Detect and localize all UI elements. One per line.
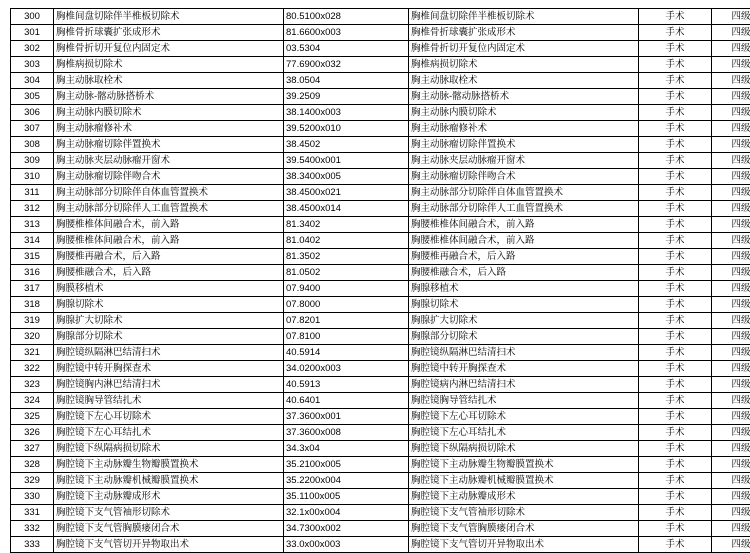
surgery-name: 胸腰椎融合术，后入路 [54,265,284,281]
table-row [11,233,750,249]
surgery-category: 手术 [639,489,712,505]
surgery-code: 40.6401 [284,393,409,409]
table-body [11,9,750,553]
surgery-name-alt: 胸椎骨折切开复位内固定术 [409,41,639,57]
surgery-name: 胸腔镜下支气管胸膜瘘闭合术 [54,521,284,537]
surgery-name-alt: 胸腔镜下支气管袖形切除术 [409,505,639,521]
table-row [11,153,750,169]
table-row [11,25,750,41]
surgery-category: 手术 [639,441,712,457]
surgery-level: 四级 [712,409,750,425]
surgery-name-alt: 胸腺扩大切除术 [409,313,639,329]
surgery-level: 四级 [712,281,750,297]
surgery-level: 四级 [712,313,750,329]
surgery-name: 胸主动脉瘤切除伴置换术 [54,137,284,153]
surgery-level: 四级 [712,121,750,137]
surgery-code: 35.1100x005 [284,489,409,505]
surgery-name: 胸腺扩大切除术 [54,313,284,329]
surgery-name: 胸腔镜胸内淋巴结清扫术 [54,377,284,393]
row-index: 314 [11,233,54,249]
table-row [11,121,750,137]
surgery-name: 胸腰椎椎体间融合术，前入路 [54,233,284,249]
table-row [11,441,750,457]
surgery-category: 手术 [639,393,712,409]
surgery-category: 手术 [639,121,712,137]
surgery-category: 手术 [639,169,712,185]
surgery-category: 手术 [639,425,712,441]
surgery-level: 四级 [712,73,750,89]
surgery-code: 39.5200x010 [284,121,409,137]
surgery-level: 四级 [712,105,750,121]
surgery-level: 四级 [712,473,750,489]
surgery-name: 胸主动脉瘤切除伴吻合术 [54,169,284,185]
table-row [11,249,750,265]
surgery-name: 胸腔镜下左心耳结扎术 [54,425,284,441]
surgery-name-alt: 胸主动脉-髂动脉搭桥术 [409,89,639,105]
surgery-level: 四级 [712,57,750,73]
surgery-level: 四级 [712,25,750,41]
surgery-name-alt: 胸腔镜下主动脉瓣生物瓣膜置换术 [409,457,639,473]
row-index: 315 [11,249,54,265]
table-row [11,89,750,105]
surgery-code: 33.0x00x003 [284,537,409,553]
surgery-name-alt: 胸主动脉瘤切除伴吻合术 [409,169,639,185]
surgery-name-alt: 胸腔镜下支气管切开异物取出术 [409,537,639,553]
surgery-category: 手术 [639,377,712,393]
row-index: 309 [11,153,54,169]
surgery-code: 35.2200x004 [284,473,409,489]
surgery-code: 80.5100x028 [284,9,409,25]
row-index: 304 [11,73,54,89]
row-index: 330 [11,489,54,505]
surgery-level: 四级 [712,169,750,185]
surgery-code: 81.0402 [284,233,409,249]
row-index: 300 [11,9,54,25]
table-row [11,345,750,361]
surgery-level: 四级 [712,345,750,361]
surgery-level: 四级 [712,41,750,57]
surgery-code: 38.4502 [284,137,409,153]
surgery-category: 手术 [639,409,712,425]
surgery-name-alt: 胸腺部分切除术 [409,329,639,345]
surgery-category: 手术 [639,473,712,489]
surgery-level: 四级 [712,201,750,217]
table-row [11,281,750,297]
row-index: 317 [11,281,54,297]
row-index: 328 [11,457,54,473]
surgery-level: 四级 [712,233,750,249]
surgery-category: 手术 [639,25,712,41]
surgery-name-alt: 胸主动脉部分切除伴人工血管置换术 [409,201,639,217]
surgery-code: 34.0200x003 [284,361,409,377]
row-index: 329 [11,473,54,489]
surgery-category: 手术 [639,9,712,25]
surgery-category: 手术 [639,41,712,57]
surgery-category: 手术 [639,233,712,249]
surgery-level: 四级 [712,505,750,521]
surgery-level: 四级 [712,361,750,377]
table-row [11,169,750,185]
surgery-name-alt: 胸腰椎椎体间融合术，前入路 [409,233,639,249]
surgery-category: 手术 [639,201,712,217]
surgery-name: 胸腔镜下主动脉瓣成形术 [54,489,284,505]
surgery-name-alt: 胸主动脉瘤切除伴置换术 [409,137,639,153]
surgery-name: 胸椎骨折切开复位内固定术 [54,41,284,57]
surgery-name: 胸腔镜下主动脉瓣机械瓣膜置换术 [54,473,284,489]
surgery-code: 07.8201 [284,313,409,329]
surgery-name: 胸腔镜下左心耳切除术 [54,409,284,425]
surgery-category: 手术 [639,153,712,169]
surgery-name: 胸腔镜下支气管切开异物取出术 [54,537,284,553]
surgery-code-table [10,8,750,553]
surgery-level: 四级 [712,489,750,505]
table-row [11,313,750,329]
table-row [11,297,750,313]
table-row [11,457,750,473]
table-row [11,377,750,393]
surgery-code: 07.9400 [284,281,409,297]
surgery-level: 四级 [712,537,750,553]
row-index: 321 [11,345,54,361]
surgery-code: 81.0502 [284,265,409,281]
row-index: 313 [11,217,54,233]
surgery-level: 四级 [712,9,750,25]
table-row [11,217,750,233]
surgery-category: 手术 [639,505,712,521]
table-row [11,201,750,217]
row-index: 311 [11,185,54,201]
surgery-name-alt: 胸腔镜病内淋巴结清扫术 [409,377,639,393]
surgery-name: 胸腔镜下主动脉瓣生物瓣膜置换术 [54,457,284,473]
table-row [11,265,750,281]
surgery-category: 手术 [639,297,712,313]
surgery-code: 34.3x04 [284,441,409,457]
row-index: 331 [11,505,54,521]
surgery-category: 手术 [639,57,712,73]
surgery-code: 32.1x00x004 [284,505,409,521]
surgery-name: 胸主动脉取栓术 [54,73,284,89]
surgery-name-alt: 胸椎病损切除术 [409,57,639,73]
surgery-name: 胸膜移植术 [54,281,284,297]
table-row [11,425,750,441]
row-index: 312 [11,201,54,217]
table-row [11,41,750,57]
surgery-name-alt: 胸腔镜下纵隔病损切除术 [409,441,639,457]
row-index: 308 [11,137,54,153]
row-index: 332 [11,521,54,537]
surgery-name-alt: 胸主动脉部分切除伴自体血管置换术 [409,185,639,201]
surgery-code: 07.8100 [284,329,409,345]
surgery-name: 胸主动脉部分切除伴自体血管置换术 [54,185,284,201]
row-index: 333 [11,537,54,553]
surgery-level: 四级 [712,377,750,393]
surgery-name: 胸腔镜中转开胸探查术 [54,361,284,377]
row-index: 327 [11,441,54,457]
surgery-name-alt: 胸腰椎融合术，后入路 [409,265,639,281]
surgery-level: 四级 [712,297,750,313]
surgery-code: 40.5914 [284,345,409,361]
surgery-name-alt: 胸腔镜下支气管胸膜瘘闭合术 [409,521,639,537]
table-row [11,505,750,521]
row-index: 305 [11,89,54,105]
surgery-code: 39.2509 [284,89,409,105]
surgery-name: 胸主动脉夹层动脉瘤开窗术 [54,153,284,169]
row-index: 307 [11,121,54,137]
surgery-category: 手术 [639,265,712,281]
row-index: 325 [11,409,54,425]
surgery-name: 胸腔镜纵隔淋巴结清扫术 [54,345,284,361]
table-row [11,473,750,489]
surgery-code: 40.5913 [284,377,409,393]
table-row [11,57,750,73]
table-row [11,185,750,201]
surgery-category: 手术 [639,249,712,265]
surgery-name-alt: 胸腺切除术 [409,297,639,313]
surgery-name: 胸腰椎椎体间融合术，前入路 [54,217,284,233]
surgery-name-alt: 胸腔镜纵隔淋巴结清扫术 [409,345,639,361]
surgery-category: 手术 [639,521,712,537]
surgery-level: 四级 [712,521,750,537]
row-index: 322 [11,361,54,377]
table-row [11,329,750,345]
surgery-level: 四级 [712,441,750,457]
surgery-name: 胸主动脉瘤修补术 [54,121,284,137]
surgery-code: 37.3600x001 [284,409,409,425]
row-index: 306 [11,105,54,121]
surgery-name-alt: 胸腺移植术 [409,281,639,297]
row-index: 324 [11,393,54,409]
surgery-name-alt: 胸主动脉取栓术 [409,73,639,89]
surgery-name-alt: 胸主动脉夹层动脉瘤开窗术 [409,153,639,169]
surgery-category: 手术 [639,73,712,89]
surgery-level: 四级 [712,153,750,169]
surgery-category: 手术 [639,217,712,233]
surgery-level: 四级 [712,265,750,281]
row-index: 318 [11,297,54,313]
table-row [11,489,750,505]
surgery-category: 手术 [639,89,712,105]
surgery-name: 胸腰椎再融合术，后入路 [54,249,284,265]
surgery-code: 03.5304 [284,41,409,57]
surgery-name: 胸腺部分切除术 [54,329,284,345]
surgery-name-alt: 胸腔镜下左心耳结扎术 [409,425,639,441]
surgery-name: 胸主动脉内膜切除术 [54,105,284,121]
surgery-code: 81.6600x003 [284,25,409,41]
row-index: 302 [11,41,54,57]
table-row [11,137,750,153]
surgery-code: 37.3600x008 [284,425,409,441]
surgery-category: 手术 [639,105,712,121]
surgery-name: 胸椎骨折球囊扩张成形术 [54,25,284,41]
surgery-code: 81.3402 [284,217,409,233]
surgery-level: 四级 [712,249,750,265]
surgery-name-alt: 胸腰椎再融合术，后入路 [409,249,639,265]
row-index: 303 [11,57,54,73]
table-row [11,9,750,25]
surgery-name-alt: 胸椎间盘切除伴半椎板切除术 [409,9,639,25]
surgery-level: 四级 [712,425,750,441]
row-index: 320 [11,329,54,345]
surgery-name: 胸腔镜下纵隔病损切除术 [54,441,284,457]
row-index: 319 [11,313,54,329]
surgery-name: 胸椎间盘切除伴半椎板切除术 [54,9,284,25]
surgery-name: 胸腺切除术 [54,297,284,313]
table-row [11,105,750,121]
surgery-name-alt: 胸主动脉内膜切除术 [409,105,639,121]
table-row [11,73,750,89]
row-index: 310 [11,169,54,185]
surgery-name-alt: 胸腔镜胸导管结扎术 [409,393,639,409]
surgery-name-alt: 胸主动脉瘤修补术 [409,121,639,137]
surgery-name-alt: 胸腔镜下主动脉瓣成形术 [409,489,639,505]
surgery-code: 38.3400x005 [284,169,409,185]
surgery-category: 手术 [639,457,712,473]
surgery-name: 胸主动脉部分切除伴人工血管置换术 [54,201,284,217]
row-index: 316 [11,265,54,281]
surgery-level: 四级 [712,89,750,105]
surgery-level: 四级 [712,457,750,473]
surgery-code: 38.0504 [284,73,409,89]
surgery-category: 手术 [639,281,712,297]
table-row [11,393,750,409]
row-index: 326 [11,425,54,441]
surgery-name-alt: 胸腔镜下主动脉瓣机械瓣膜置换术 [409,473,639,489]
surgery-level: 四级 [712,393,750,409]
row-index: 323 [11,377,54,393]
table-row [11,409,750,425]
surgery-code: 38.4500x021 [284,185,409,201]
surgery-name: 胸腔镜胸导管结扎术 [54,393,284,409]
row-index: 301 [11,25,54,41]
surgery-name-alt: 胸腔镜中转开胸探查术 [409,361,639,377]
surgery-category: 手术 [639,185,712,201]
surgery-level: 四级 [712,137,750,153]
surgery-category: 手术 [639,361,712,377]
surgery-level: 四级 [712,185,750,201]
surgery-category: 手术 [639,537,712,553]
surgery-code: 81.3502 [284,249,409,265]
surgery-name: 胸椎病损切除术 [54,57,284,73]
surgery-level: 四级 [712,329,750,345]
surgery-category: 手术 [639,329,712,345]
surgery-category: 手术 [639,345,712,361]
surgery-code: 07.8000 [284,297,409,313]
surgery-code: 35.2100x005 [284,457,409,473]
surgery-name: 胸主动脉-髂动脉搭桥术 [54,89,284,105]
surgery-name-alt: 胸椎骨折球囊扩张成形术 [409,25,639,41]
table-row [11,537,750,553]
surgery-level: 四级 [712,217,750,233]
surgery-name: 胸腔镜下支气管袖形切除术 [54,505,284,521]
surgery-code: 38.1400x003 [284,105,409,121]
surgery-code: 39.5400x001 [284,153,409,169]
surgery-code: 34.7300x002 [284,521,409,537]
surgery-category: 手术 [639,137,712,153]
surgery-code: 38.4500x014 [284,201,409,217]
surgery-name-alt: 胸腰椎椎体间融合术，前入路 [409,217,639,233]
table-row [11,361,750,377]
surgery-name-alt: 胸腔镜下左心耳切除术 [409,409,639,425]
surgery-code: 77.6900x032 [284,57,409,73]
surgery-category: 手术 [639,313,712,329]
